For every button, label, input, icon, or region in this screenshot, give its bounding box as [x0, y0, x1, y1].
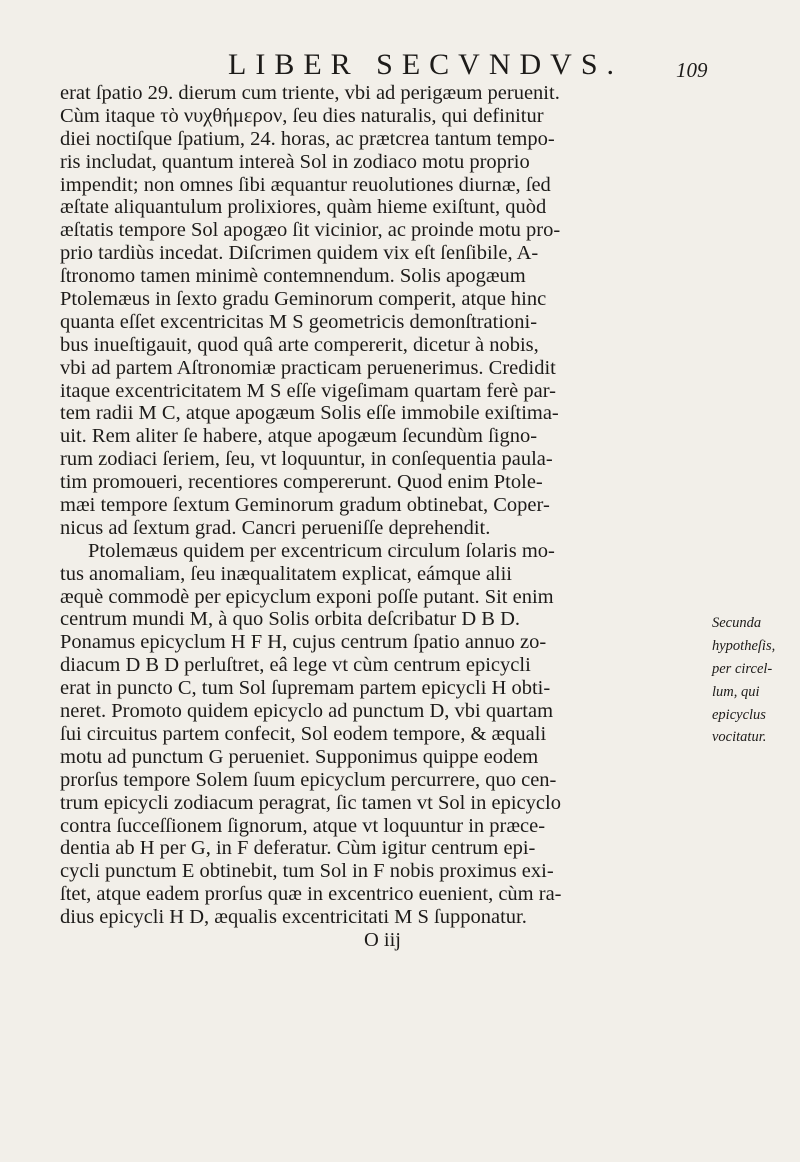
- marginal-note-line: lum, qui: [712, 683, 760, 700]
- text-line: dentia ab H per G, in F deferatur. Cùm igitur centrum epi-: [60, 837, 536, 860]
- text-line: ſui circuitus partem confecit, Sol eodem tempore, & æquali: [60, 722, 547, 745]
- text-line: tus anomaliam, ſeu inæqualitatem explicat, eámque alii: [60, 562, 513, 585]
- text-line: bus inueſtigauit, quod quâ arte compererit, dicetur à nobis,: [60, 333, 539, 356]
- text-line: tem radii M C, atque apogæum Solis eſſe immobile exiſtima-: [60, 402, 559, 425]
- text-line: prorſus tempore Solem ſuum epicyclum percurrere, quo cen-: [60, 768, 557, 791]
- text-line: mæi tempore ſextum Geminorum gradum obtinebat, Coper-: [60, 494, 550, 517]
- text-line: vbi ad partem Aſtronomiæ practicam peruenerimus. Credidit: [60, 356, 556, 379]
- text-line: diacum D B D perluſtret, eâ lege vt cùm centrum epicycli: [60, 654, 531, 677]
- text-line: erat ſpatio 29. dierum cum triente, vbi ad perigæum peruenit.: [60, 82, 560, 104]
- text-line: ſtronomo tamen minimè contemnendum. Solis apogæum: [60, 265, 526, 288]
- text-line: dius epicycli H D, æqualis excentricitati M S ſupponatur.: [60, 906, 527, 929]
- text-line: quanta eſſet excentricitas M S geometricis demonſtrationi-: [60, 310, 538, 333]
- text-line: centrum mundi M, à quo Solis orbita deſcribatur D B D.: [60, 608, 521, 631]
- text-line: trum epicycli zodiacum peragrat, ſic tamen vt Sol in epicyclo: [60, 791, 561, 814]
- body-text: [60, 82, 705, 952]
- text-line: impendit; non omnes ſibi æquantur reuolutiones diurnæ, ſed: [60, 173, 551, 196]
- marginal-note-line: epicyclus: [712, 706, 766, 723]
- text-line: itaque excentricitatem M S eſſe vigeſimam quartam ferè par-: [60, 379, 556, 402]
- text-line: ris includat, quantum intereà Sol in zodiaco motu proprio: [60, 150, 530, 173]
- text-line: ſtet, atque eadem prorſus quæ in excentrico euenient, cùm ra-: [60, 883, 562, 906]
- text-line: uit. Rem aliter ſe habere, atque apogæum ſecundùm ſigno-: [60, 425, 538, 448]
- text-line: prio tardiùs incedat. Diſcrimen quidem vix eſt ſenſibile, A-: [60, 242, 539, 265]
- marginal-note-line: Secunda: [712, 615, 762, 631]
- text-line: tim promoueri, recentiores compererunt. Quod enim Ptole-: [60, 471, 543, 494]
- text-line: nicus ad ſextum grad. Cancri perueniſſe deprehendit.: [60, 516, 491, 539]
- marginal-note-line: vocitatur.: [712, 729, 767, 746]
- text-line: contra ſucceſſionem ſignorum, atque vt loquuntur in præce-: [60, 814, 546, 837]
- text-line: æſtate aliquantulum prolixiores, quàm hieme exiſtunt, quòd: [60, 196, 547, 219]
- text-line: æſtatis tempore Sol apogæo ſit vicinior, ac proinde motu pro-: [60, 219, 561, 242]
- text-line: Ptolemæus in ſexto gradu Geminorum comperit, atque hinc: [60, 288, 547, 311]
- text-line: erat in puncto C, tum Sol ſupremam partem epicycli H obti-: [60, 677, 551, 700]
- text-line: neret. Promoto quidem epicyclo ad punctum D, vbi quartam: [60, 700, 554, 723]
- marginal-note-line: per circel-: [712, 660, 773, 677]
- text-line: rum zodiaci ſeriem, ſeu, vt loquuntur, in conſequentia paula-: [60, 448, 553, 471]
- text-line: diei noctiſque ſpatium, 24. horas, ac prætcrea tantum tempo-: [60, 127, 555, 150]
- text-line: motu ad punctum G perueniet. Supponimus quippe eodem: [60, 745, 539, 768]
- text-line: cycli punctum E obtinebit, tum Sol in F nobis proximus exi-: [60, 860, 554, 883]
- text-line: Cùm itaque τὸ νυχθήμερον, ſeu dies naturalis, qui definitur: [60, 104, 544, 127]
- text-line: Ptolemæus quidem per excentricum circulum ſolaris mo-: [88, 539, 555, 562]
- marginal-note: [712, 612, 792, 749]
- signature-mark: O iij: [363, 928, 402, 951]
- page-number: 109: [676, 58, 708, 82]
- text-line: Ponamus epicyclum H F H, cujus centrum ſpatio annuo zo-: [60, 631, 547, 654]
- marginal-note-line: hypotheſis,: [712, 637, 776, 654]
- running-header: LIBER SECVNDVS.: [228, 48, 624, 81]
- text-line: æquè commodè per epicyclum exponi poſſe putant. Sit enim: [60, 585, 554, 608]
